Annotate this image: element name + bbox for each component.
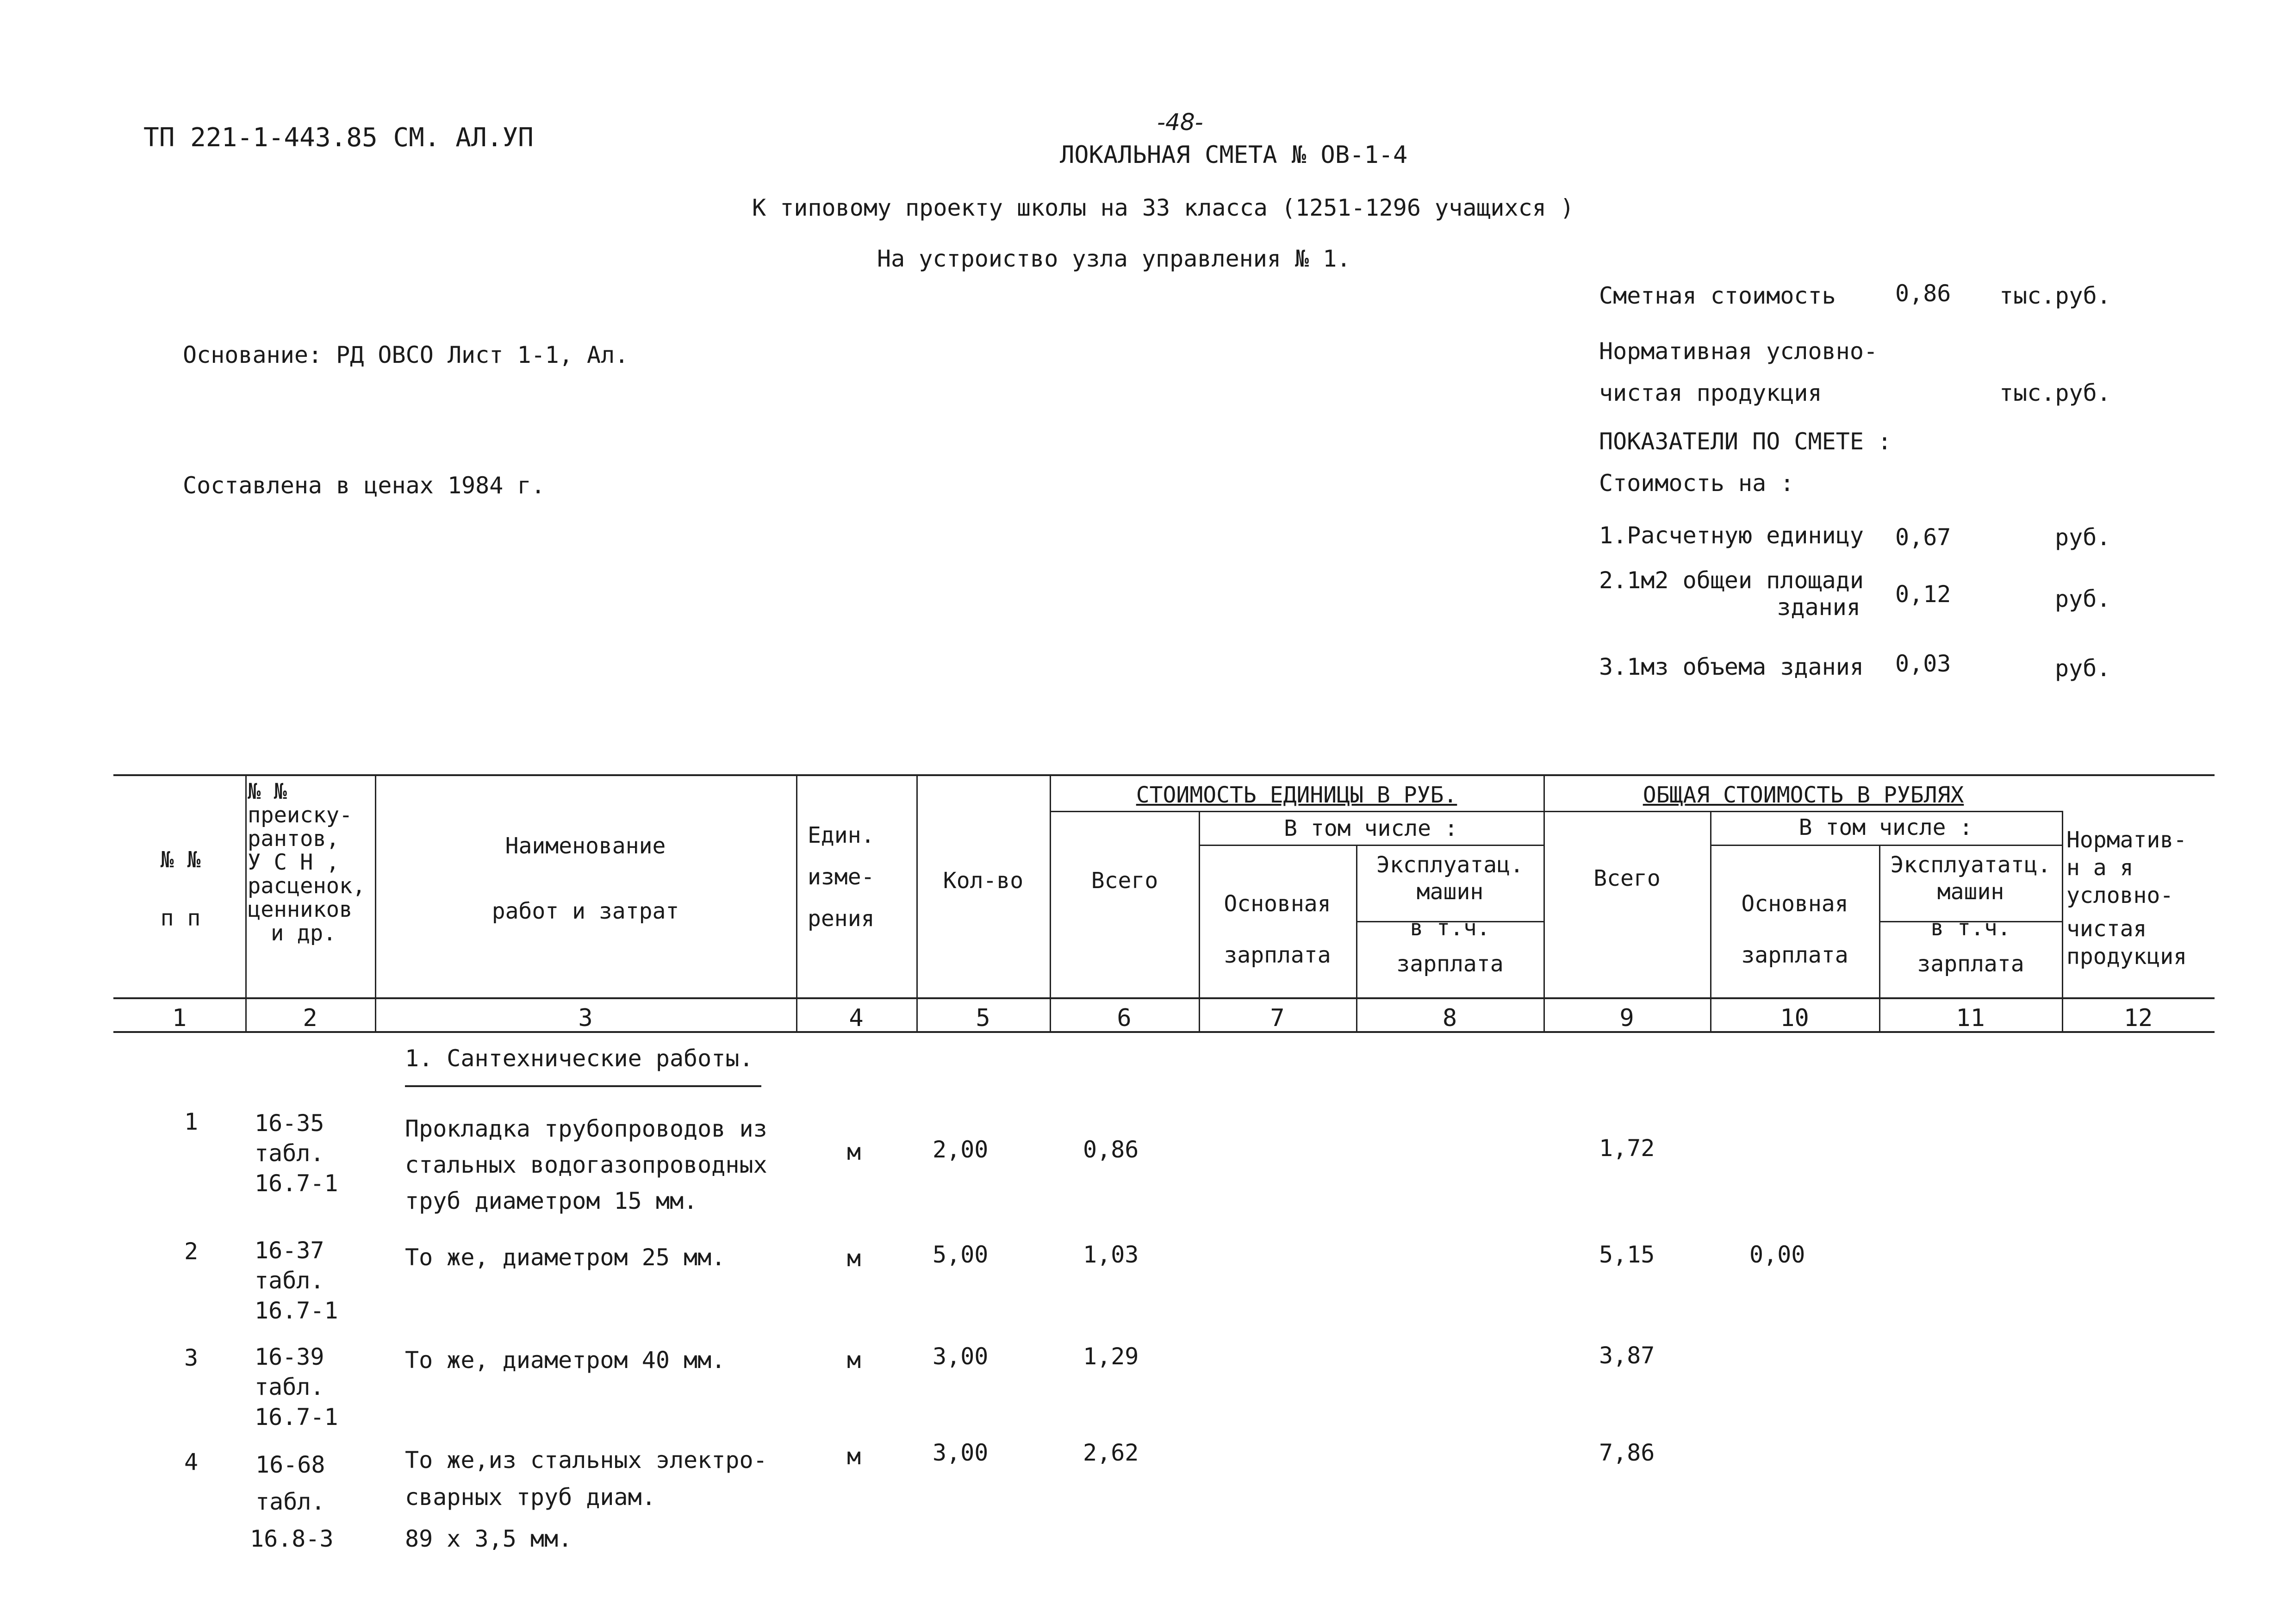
estimate-cost-value: 0,86 [1895,280,1951,307]
header-col4 [808,815,914,939]
prices-year-text: Составлена в ценах 1984 г. [183,472,545,499]
header-col7-a: Основная [1224,891,1331,917]
header-col4-line: рения [808,906,875,932]
row-code-line: табл. [255,1374,324,1400]
header-col8-b: машин [1416,879,1484,905]
row-code-line: 16.7-1 [255,1297,338,1324]
header-col10-a: Основная [1741,891,1848,917]
indicator-2-label: 2.1м2 общеи площади [1599,567,1864,594]
header-col8-d: зарплата [1396,951,1504,977]
indicator-3-unit: руб. [2055,655,2111,682]
header-col1-b: п п [160,905,201,931]
header-col2-line: ценников [248,897,353,922]
cost-per-label: Стоимость на : [1599,470,1794,497]
row-code-line: 16.7-1 [255,1170,338,1197]
row-unit: м [847,1443,861,1470]
indicator-1-value: 0,67 [1895,524,1951,551]
header-col11-b: машин [1937,879,2004,905]
row-name-line: Прокладка трубопроводов из [405,1115,767,1142]
column-number: 2 [303,1004,317,1032]
indicator-3-value: 0,03 [1895,650,1951,677]
column-number: 12 [2123,1004,2153,1032]
estimate-cost-unit: тыс.руб. [1999,282,2111,309]
header-col3-a: Наименование [505,833,666,859]
header-col8-a: Эксплуатац. [1376,852,1524,878]
row-quantity: 3,00 [933,1439,989,1466]
header-col2-line: рантов, [248,826,340,852]
row-unit: м [847,1138,861,1165]
document-code: ТП 221-1-443.85 СМ. АЛ.УП [143,123,534,153]
column-number: 7 [1270,1004,1285,1032]
row-name-line: 89 х 3,5 мм. [405,1525,572,1552]
header-unit-cost-group: СТОИМОСТЬ ЕДИНИЦЫ В РУБ. [1136,782,1457,808]
row-name [405,1111,767,1219]
header-col12-line: условно- [2066,883,2174,908]
row-code-line: 16.8-3 [250,1525,334,1552]
row-name-line: стальных водогазопроводных [405,1151,767,1178]
row-number: 4 [184,1449,199,1475]
column-number: 4 [849,1004,864,1032]
header-col7 [1200,891,1355,968]
header-col11-d: зарплата [1917,951,2024,977]
header-col5: Кол-во [943,868,1024,894]
header-including-1: В том числе : [1284,815,1458,841]
column-number: 11 [1956,1004,1985,1032]
row-code-line: табл. [255,1140,324,1167]
indicator-2-unit: руб. [2055,585,2111,612]
header-total-cost-group: ОБЩАЯ СТОИМОСТЬ В РУБЛЯХ [1643,782,1964,808]
indicator-2-value: 0,12 [1895,581,1951,608]
header-col7-b: зарплата [1224,942,1331,968]
page-number: -48- [1157,109,1203,136]
row-total: 3,87 [1599,1342,1655,1369]
header-col6: Всего [1091,868,1158,894]
header-col4-line: Един. [808,822,875,848]
row-total: 7,86 [1599,1439,1655,1466]
column-number: 3 [578,1004,593,1032]
indicator-1-unit: руб. [2055,524,2111,551]
column-number: 9 [1619,1004,1634,1032]
normative-label-2: чистая продукция [1599,379,1822,406]
document-title: ЛОКАЛЬНАЯ СМЕТА № ОВ-1-4 [1060,141,1408,169]
normative-label-1: Нормативная условно- [1599,338,1878,365]
header-col2-line: № № [248,779,287,804]
row-quantity: 5,00 [933,1241,989,1268]
column-number: 10 [1780,1004,1809,1032]
normative-unit: тыс.руб. [1999,379,2111,406]
section-title: 1. Сантехнические работы. [405,1045,753,1072]
row-unit-total: 0,86 [1083,1136,1139,1163]
column-number: 5 [976,1004,990,1032]
header-col12-line: продукция [2066,944,2187,970]
row-code [255,1342,338,1432]
header-col11-a: Эксплуататц. [1890,852,2051,878]
header-col2 [248,780,375,945]
subtitle-purpose: На устроиство узла управления № 1. [877,245,1351,272]
column-number: 6 [1117,1004,1132,1032]
indicator-1-label: 1.Расчетную единицу [1599,522,1864,549]
row-name-line: То же, диаметром 25 мм. [405,1244,726,1271]
row-unit-total: 1,29 [1083,1343,1139,1370]
header-col12-line: чистая [2066,916,2147,942]
header-col11-c: в т.ч. [1930,915,2011,941]
row-code-line: табл. [255,1267,324,1294]
row-code [250,1446,334,1557]
row-unit-total: 1,03 [1083,1241,1139,1268]
header-col12-line: Норматив- [2066,827,2187,853]
row-name-line: труб диаметром 15 мм. [405,1188,698,1214]
row-quantity: 3,00 [933,1343,989,1370]
header-col1-a: № № [160,847,201,873]
row-name-line: сварных труб диам. [405,1484,656,1511]
indicator-3-label: 3.1мз объема здания [1599,653,1864,680]
row-quantity: 2,00 [933,1136,989,1163]
row-unit: м [847,1245,861,1272]
header-col12 [2066,826,2215,970]
header-including-2: В том числе : [1798,815,1973,840]
row-name [405,1442,767,1557]
row-total: 1,72 [1599,1135,1655,1162]
header-col2-line: преиску- [248,802,353,828]
row-number: 1 [184,1108,199,1135]
row-code-line: 16-39 [255,1343,324,1370]
row-unit-total: 2,62 [1083,1439,1139,1466]
row-number: 2 [184,1238,199,1265]
header-col2-line: У С Н , [248,850,340,875]
row-name-line: То же, диаметром 40 мм. [405,1347,726,1374]
basis-text: Основание: РД ОВСО Лист 1-1, Ал. [183,342,629,368]
header-col10 [1711,891,1879,968]
header-col10-b: зарплата [1741,942,1848,968]
header-col11 [1880,852,2061,977]
estimate-cost-label: Сметная стоимость [1599,282,1836,309]
header-col8 [1357,852,1543,977]
header-col1 [130,847,231,931]
row-name [405,1347,725,1374]
row-code-line: 16-37 [255,1237,324,1264]
header-col3 [376,833,795,924]
row-name-line: То же,из стальных электро- [405,1447,767,1474]
row-total-wage: 0,00 [1749,1241,1805,1268]
subtitle-project: К типовому проекту школы на 33 класса (1251-1296 учащихся ) [752,194,1574,221]
header-col12-line: н а я [2066,855,2134,881]
column-number: 1 [172,1004,187,1032]
header-col2-line: расценок, [248,873,366,899]
row-code-line: 16-35 [255,1110,324,1137]
header-col9: Всего [1593,865,1661,891]
header-col3-b: работ и затрат [492,898,679,924]
row-name [405,1244,725,1271]
row-code [255,1236,338,1326]
header-col2-line: и др. [271,920,336,946]
row-code-line: 16-68 [255,1451,325,1478]
row-number: 3 [184,1344,199,1371]
column-number: 8 [1442,1004,1457,1032]
row-code-line: 16.7-1 [255,1404,338,1430]
row-unit: м [847,1347,861,1374]
indicators-title: ПОКАЗАТЕЛИ ПО СМЕТЕ : [1599,428,1892,455]
header-col4-line: изме- [808,864,875,890]
row-code [255,1108,338,1199]
row-code-line: табл. [255,1488,325,1515]
row-total: 5,15 [1599,1241,1655,1268]
section-underline [405,1085,761,1087]
header-col8-c: в т.ч. [1410,915,1490,941]
indicator-2-label-2: здания [1777,594,1860,621]
